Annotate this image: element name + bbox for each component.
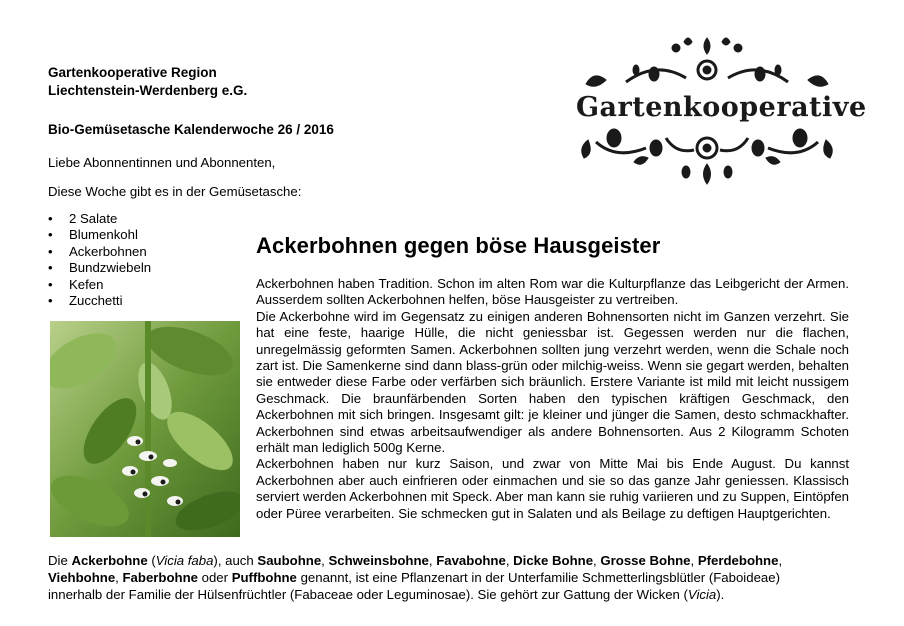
footer-bold: Ackerbohne	[71, 553, 148, 568]
footer-text: ,	[778, 553, 783, 568]
footer-bold: Faberbohne	[122, 569, 198, 585]
list-item	[48, 227, 151, 243]
logo-wordmark: Gartenkooperative	[576, 92, 867, 123]
list-item-label: Kefen	[69, 276, 104, 292]
footer-text: ,	[115, 569, 123, 585]
footer-text: ,	[428, 553, 437, 568]
article-paragraph: Die Ackerbohne wird im Gegensatz zu einigen anderen Bohnensorten nicht im Ganzen verzehrt. Sie hat eine feste, haarige Hülle, die nicht geniessbar ist. Gegessen werden nur die flachen, unregelmässig geformten Samen. Ackerbohnen sollten jung verzehrt werden, wenn die Schale noch zart ist. Die Samenkerne sind dann blass-grün oder milchig-weiss. Wenn sie gegart werden, behalten sie entweder diese Farbe oder verfärben sich bräunlich. Erstere Variante ist mild mit leicht nussigem Geschmack. Die braunfärbenden Sorten haben den typischen kräftigen Geschmack, den Ackerbohnen mit sich bringen. Insgesamt gilt: je kleiner und jünger die Samen, desto schmackhafter. Ackerbohnen sind etwas arbeitsaufwendiger als andere Bohnensorten. Aus 2 Kilogramm Schoten erhält man lediglich 500g Kerne.	[256, 308, 849, 456]
footer-text: ,	[690, 553, 698, 568]
list-item-label: Blumenkohl	[69, 227, 138, 243]
footer-text: oder	[197, 569, 232, 585]
footer-text: Die	[48, 553, 72, 568]
list-item-label: 2 Salate	[69, 211, 118, 226]
footer-italic: Vicia faba	[155, 553, 214, 568]
org-name-line1: Gartenkooperative Region	[48, 65, 217, 80]
week-heading: Bio-Gemüsetasche Kalenderwoche 26 / 2016	[48, 122, 334, 137]
footer-text: (	[147, 553, 156, 568]
org-name-line2: Liechtenstein-Werdenberg e.G.	[48, 83, 248, 98]
bullet: •	[48, 276, 53, 292]
footer-bold: Dicke Bohne	[513, 553, 594, 568]
greeting: Liebe Abonnentinnen und Abonnenten,	[48, 155, 276, 170]
footer-text: genannt, ist eine Pflanzenart in der Unterfamilie Schmetterlingsblütler (Faboideae) innerhalb der Familie der Hülsenfrüchtler (Fabaceae oder Leguminosae). Sie gehört zur Gattung der Wicken (	[48, 569, 780, 602]
footer-bold: Viehbohne	[48, 569, 116, 585]
list-item-label: Zucchetti	[69, 293, 123, 309]
footer-text: ), auch	[213, 553, 258, 568]
list-item	[48, 260, 151, 276]
footer-text: ).	[716, 586, 725, 602]
article-title: Ackerbohnen gegen böse Hausgeister	[256, 233, 661, 258]
footer-bold: Favabohne	[436, 553, 506, 568]
list-item	[48, 293, 151, 309]
footer-text: ,	[321, 553, 329, 568]
footer-bold: Schweinsbohne	[328, 553, 429, 568]
footer-text: ,	[593, 553, 601, 568]
footer-italic: Vicia	[687, 586, 717, 602]
bullet: •	[48, 293, 53, 309]
list-item-label: Ackerbohnen	[69, 243, 147, 259]
vegetable-list	[48, 211, 151, 309]
footer-text: ,	[505, 553, 514, 568]
footer-bold: Puffbohne	[231, 569, 297, 585]
list-item	[48, 211, 151, 227]
list-item	[48, 244, 151, 260]
footer-bold: Saubohne	[257, 553, 322, 568]
intro-text: Diese Woche gibt es in der Gemüsetasche:	[48, 184, 302, 199]
article-paragraph: Ackerbohnen haben Tradition. Schon im alten Rom war die Kulturpflanze das Leibgericht der Armen. Ausserdem sollten Ackerbohnen helfen, böse Hausgeister zu vertreiben.	[256, 276, 849, 308]
bullet: •	[48, 227, 53, 243]
list-item-label: Bundzwiebeln	[69, 260, 152, 276]
footer-bold: Pferdebohne	[697, 553, 779, 568]
list-item	[48, 277, 151, 293]
footer-definition	[48, 553, 828, 603]
article-paragraph: Ackerbohnen haben nur kurz Saison, und zwar von Mitte Mai bis Ende August. Du kannst Ackerbohnen aber auch einfrieren oder einmachen und sie so das ganze Jahr geniessen. Klassisch serviert werden Ackerbohnen mit Speck. Aber man kann sie ruhig variieren und zu Suppen, Eintöpfen oder Püree verarbeiten. Sie schmecken gut in Salaten und als Beilage zu deftigen Hauptgerichten.	[256, 456, 849, 521]
bean-plant-photo	[50, 321, 240, 537]
footer-bold: Grosse Bohne	[600, 553, 691, 568]
article-body	[256, 276, 849, 522]
bullet: •	[48, 260, 53, 276]
bullet: •	[48, 211, 53, 226]
gartenkooperative-logo	[566, 30, 867, 192]
bullet: •	[48, 243, 53, 259]
